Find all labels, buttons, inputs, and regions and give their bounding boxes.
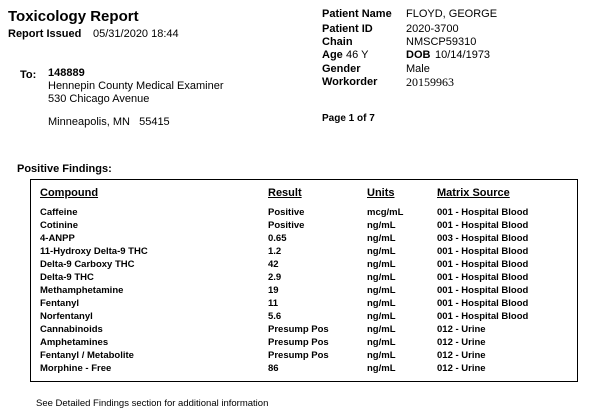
gender-label: Gender [322, 63, 361, 75]
report-issued-value: 05/31/2020 18:44 [93, 28, 179, 40]
result-cell: Presump Pos [268, 350, 329, 361]
units-cell: ng/mL [367, 272, 396, 283]
patient-name-value: FLOYD, GEORGE [406, 8, 498, 20]
matrix-cell: 001 - Hospital Blood [437, 207, 529, 218]
header-compound: Compound [40, 187, 99, 199]
matrix-cell: 001 - Hospital Blood [437, 246, 529, 257]
patient-id-value: 2020-3700 [406, 23, 459, 35]
table-row [31, 207, 577, 220]
compound-cell: Morphine - Free [40, 363, 112, 374]
result-cell: Presump Pos [268, 337, 329, 348]
result-cell: Positive [268, 220, 305, 231]
compound-cell: Caffeine [40, 207, 78, 218]
recipient-line1: Hennepin County Medical Examiner [48, 80, 224, 92]
header-units: Units [367, 187, 395, 199]
units-cell: ng/mL [367, 337, 396, 348]
result-cell: 11 [268, 298, 279, 309]
matrix-cell: 001 - Hospital Blood [437, 272, 529, 283]
chain-label: Chain [322, 36, 353, 48]
table-row [31, 220, 577, 233]
recipient-line2: 530 Chicago Avenue [48, 93, 150, 105]
table-row [31, 259, 577, 272]
recipient-account: 148889 [48, 67, 85, 79]
units-cell: ng/mL [367, 350, 396, 361]
page-indicator: Page 1 of 7 [322, 113, 375, 124]
compound-cell: Norfentanyl [40, 311, 93, 322]
table-row [31, 311, 577, 324]
table-row [31, 285, 577, 298]
compound-cell: Amphetamines [40, 337, 109, 348]
matrix-cell: 012 - Urine [437, 350, 486, 361]
header-result: Result [268, 187, 302, 199]
dob-label: DOB [406, 49, 431, 61]
workorder-value: 20159963 [406, 75, 454, 89]
matrix-cell: 001 - Hospital Blood [437, 285, 529, 296]
matrix-cell: 001 - Hospital Blood [437, 298, 529, 309]
result-cell: 86 [268, 363, 279, 374]
matrix-cell: 012 - Urine [437, 324, 486, 335]
table-row [31, 233, 577, 246]
table-row [31, 350, 577, 363]
compound-cell: Methamphetamine [40, 285, 124, 296]
matrix-cell: 001 - Hospital Blood [437, 220, 529, 231]
dob-value: 10/14/1973 [435, 49, 491, 61]
result-cell: Positive [268, 207, 305, 218]
table-row [31, 246, 577, 259]
report-issued-label: Report Issued [8, 28, 82, 40]
compound-cell: Cannabinoids [40, 324, 103, 335]
compound-cell: 11-Hydroxy Delta-9 THC [40, 246, 148, 257]
result-cell: 1.2 [268, 246, 282, 257]
table-row [31, 337, 577, 350]
findings-table [30, 179, 578, 382]
result-cell: Presump Pos [268, 324, 329, 335]
result-cell: 5.6 [268, 311, 282, 322]
units-cell: ng/mL [367, 233, 396, 244]
workorder-label: Workorder [322, 76, 378, 88]
patient-name-label: Patient Name [322, 8, 392, 20]
compound-cell: Cotinine [40, 220, 78, 231]
compound-cell: Fentanyl / Metabolite [40, 350, 134, 361]
table-row [31, 363, 577, 376]
matrix-cell: 001 - Hospital Blood [437, 311, 529, 322]
units-cell: ng/mL [367, 311, 396, 322]
chain-value: NMSCP59310 [406, 36, 477, 48]
gender-value: Male [406, 63, 430, 75]
header-matrix-source: Matrix Source [437, 187, 510, 199]
table-row [31, 298, 577, 311]
result-cell: 0.65 [268, 233, 287, 244]
compound-cell: Delta-9 THC [40, 272, 94, 283]
units-cell: ng/mL [367, 246, 396, 257]
compound-cell: Delta-9 Carboxy THC [40, 259, 135, 270]
to-label: To: [20, 69, 37, 81]
matrix-cell: 012 - Urine [437, 337, 486, 348]
units-cell: ng/mL [367, 285, 396, 296]
table-row [31, 324, 577, 337]
matrix-cell: 001 - Hospital Blood [437, 259, 529, 270]
recipient-line3: Minneapolis, MN 55415 [48, 116, 170, 128]
age-value: 46 Y [346, 49, 369, 61]
age-label: Age [322, 49, 343, 61]
compound-cell: Fentanyl [40, 298, 80, 309]
matrix-cell: 012 - Urine [437, 363, 486, 374]
matrix-cell: 003 - Hospital Blood [437, 233, 529, 244]
units-cell: ng/mL [367, 324, 396, 335]
units-cell: mcg/mL [367, 207, 404, 218]
result-cell: 42 [268, 259, 279, 270]
result-cell: 19 [268, 285, 279, 296]
footer-note: See Detailed Findings section for additional information [36, 398, 269, 409]
result-cell: 2.9 [268, 272, 282, 283]
table-row [31, 272, 577, 285]
units-cell: ng/mL [367, 259, 396, 270]
units-cell: ng/mL [367, 363, 396, 374]
patient-id-label: Patient ID [322, 23, 373, 35]
compound-cell: 4-ANPP [40, 233, 75, 244]
units-cell: ng/mL [367, 220, 396, 231]
units-cell: ng/mL [367, 298, 396, 309]
report-title: Toxicology Report [8, 8, 139, 25]
positive-findings-title: Positive Findings: [17, 163, 112, 175]
